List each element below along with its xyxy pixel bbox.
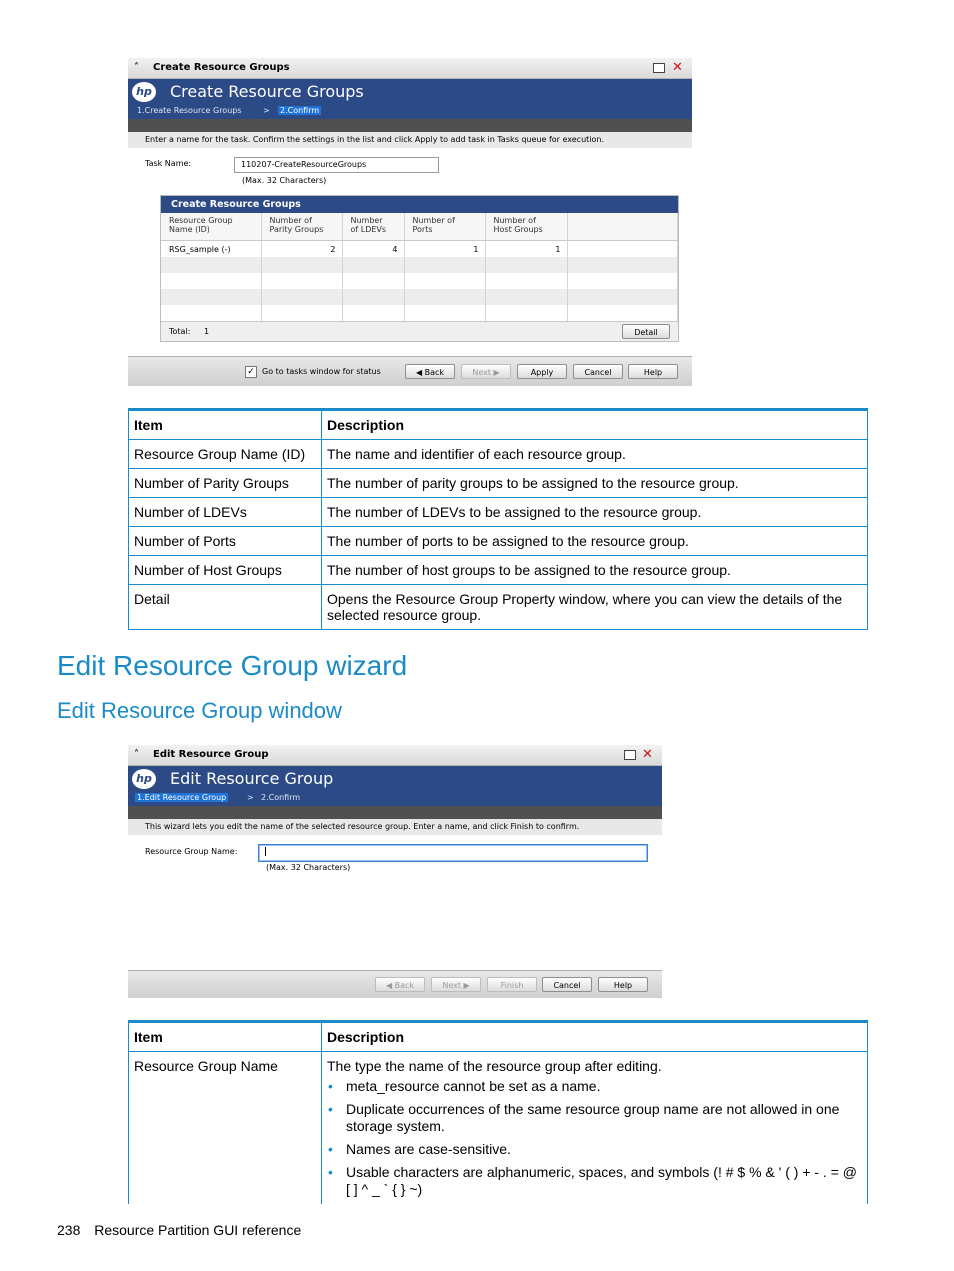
next-button[interactable]: Next ▶ [431, 977, 481, 992]
grid-footer [161, 321, 678, 341]
create-resource-groups-window [128, 58, 692, 385]
grid-title: Create Resource Groups [161, 196, 678, 213]
col-host-groups[interactable]: Number of Host Groups [485, 213, 567, 241]
wizard-button-bar [128, 970, 662, 998]
col-empty [567, 213, 678, 241]
cancel-button[interactable]: Cancel [542, 977, 592, 992]
table-header-row [129, 1022, 868, 1052]
description-header: Description [322, 410, 868, 440]
cell-host-groups: 1 [485, 241, 567, 258]
item-cell: Resource Group Name (ID) [129, 440, 322, 469]
window-title: Create Resource Groups [153, 62, 290, 73]
task-name-input[interactable]: 110207-CreateResourceGroups [234, 157, 439, 173]
next-arrow-icon: ▶ [493, 368, 500, 377]
table-header-row [129, 410, 868, 440]
table-row [129, 440, 868, 469]
hp-logo: hp [132, 769, 156, 789]
task-name-label: Task Name: [145, 159, 192, 168]
empty-row [161, 305, 678, 321]
step-1: 1.Create Resource Groups [137, 106, 242, 115]
task-name-hint: (Max. 32 Characters) [242, 176, 327, 185]
cell-ports: 1 [404, 241, 485, 258]
table-row[interactable] [161, 241, 678, 258]
total-value: 1 [204, 327, 210, 336]
maximize-icon[interactable] [624, 750, 636, 760]
table-row [129, 469, 868, 498]
page-number: 238 [57, 1222, 81, 1238]
wizard-steps [128, 792, 662, 806]
table-row [129, 1052, 868, 1205]
description-intro: The type the name of the resource group after editing. [327, 1058, 662, 1074]
item-cell: Number of LDEVs [129, 498, 322, 527]
list-item: • Duplicate occurrences of the same resource group name are not allowed in one storage system. [346, 1101, 862, 1135]
description-header: Description [322, 1022, 868, 1052]
cell-parity-groups: 2 [261, 241, 342, 258]
item-cell: Resource Group Name [129, 1052, 322, 1205]
step-separator: > [263, 106, 270, 115]
cell-ldevs: 4 [342, 241, 404, 258]
col-resource-group-name[interactable]: Resource Group Name (ID) [161, 213, 261, 241]
table-row [129, 585, 868, 630]
item-cell: Number of Parity Groups [129, 469, 322, 498]
table-row [129, 498, 868, 527]
window-titlebar [128, 745, 662, 766]
item-cell: Number of Ports [129, 527, 322, 556]
item-cell: Detail [129, 585, 322, 630]
instruction-text: This wizard lets you edit the name of the selected resource group. Enter a name, and click Finish to confirm. [128, 819, 662, 835]
step-1-current: 1.Edit Resource Group [137, 793, 227, 802]
cancel-button[interactable]: Cancel [573, 364, 623, 379]
collapse-icon[interactable]: ˄ [134, 62, 139, 73]
table-row [129, 527, 868, 556]
description-cell: The number of parity groups to be assigned to the resource group. [322, 469, 868, 498]
empty-row [161, 289, 678, 305]
description-cell: The number of host groups to be assigned to the resource group. [322, 556, 868, 585]
section-heading: Edit Resource Group wizard [57, 650, 408, 681]
text-cursor [265, 847, 266, 856]
go-to-tasks-label: Go to tasks window for status [262, 367, 381, 376]
col-parity-groups[interactable]: Number of Parity Groups [261, 213, 342, 241]
apply-button[interactable]: Apply [517, 364, 567, 379]
list-item: • meta_resource cannot be set as a name. [346, 1078, 862, 1095]
step-separator: > [247, 793, 254, 802]
resource-group-name-input[interactable] [258, 844, 648, 862]
help-button[interactable]: Help [628, 364, 678, 379]
wizard-banner [128, 766, 662, 792]
back-arrow-icon: ◀ [415, 368, 423, 377]
empty-row [161, 257, 678, 273]
col-ldevs[interactable]: Number of LDEVs [342, 213, 404, 241]
next-button[interactable]: Next ▶ [461, 364, 511, 379]
create-resource-groups-item-table [128, 408, 868, 630]
resource-group-name-hint: (Max. 32 Characters) [266, 863, 351, 872]
maximize-icon[interactable] [653, 63, 665, 73]
window-titlebar [128, 58, 692, 79]
grid-header-row [161, 213, 678, 241]
step-2: 2.Confirm [261, 793, 301, 802]
finish-button[interactable]: Finish [487, 977, 537, 992]
description-cell: Opens the Resource Group Property window, where you can view the details of the selected resource group. [322, 585, 868, 630]
instruction-text: Enter a name for the task. Confirm the settings in the list and click Apply to add task in Tasks queue for execution. [128, 132, 692, 148]
wizard-banner [128, 79, 692, 105]
col-ports[interactable]: Number of Ports [404, 213, 485, 241]
table-row [129, 556, 868, 585]
rules-list [327, 1078, 862, 1198]
banner-title: Edit Resource Group [170, 769, 334, 788]
help-button[interactable]: Help [598, 977, 648, 992]
back-arrow-icon: ◀ [385, 981, 393, 990]
total-label: Total: [169, 327, 191, 336]
resource-groups-grid [160, 195, 679, 342]
empty-row [161, 273, 678, 289]
hp-logo: hp [132, 82, 156, 102]
description-cell: The number of ports to be assigned to the resource group. [322, 527, 868, 556]
edit-resource-group-window [128, 745, 662, 997]
window-title: Edit Resource Group [153, 749, 269, 760]
cell-empty [567, 241, 678, 258]
wizard-steps [128, 105, 692, 119]
back-button[interactable]: ◀ Back [375, 977, 425, 992]
item-cell: Number of Host Groups [129, 556, 322, 585]
list-item: • Usable characters are alphanumeric, spaces, and symbols (! # $ % & ' ( ) + - . = @ [ ] ^ _ ` { } ~) [346, 1164, 862, 1198]
resource-group-name-label: Resource Group Name: [145, 847, 238, 856]
detail-button[interactable]: Detail [622, 324, 670, 339]
description-cell: The name and identifier of each resource group. [322, 440, 868, 469]
collapse-icon[interactable]: ˄ [134, 749, 139, 760]
description-cell [322, 1052, 868, 1205]
page-footer [57, 1222, 301, 1238]
back-button[interactable]: ◀ Back [405, 364, 455, 379]
list-item: • Names are case-sensitive. [346, 1141, 862, 1158]
footer-text: Resource Partition GUI reference [94, 1222, 302, 1238]
subsection-heading: Edit Resource Group window [57, 698, 342, 723]
step-2-current: 2.Confirm [280, 106, 320, 115]
banner-title: Create Resource Groups [170, 82, 364, 101]
next-arrow-icon: ▶ [463, 981, 470, 990]
item-header: Item [129, 410, 322, 440]
close-icon[interactable]: ✕ [672, 60, 683, 75]
close-icon[interactable]: ✕ [642, 747, 653, 762]
go-to-tasks-checkbox[interactable]: ✓ [245, 366, 257, 378]
cell-name: RSG_sample (-) [161, 241, 261, 258]
description-cell: The number of LDEVs to be assigned to the resource group. [322, 498, 868, 527]
wizard-button-bar [128, 356, 692, 386]
edit-resource-group-item-table [128, 1020, 868, 1204]
item-header: Item [129, 1022, 322, 1052]
